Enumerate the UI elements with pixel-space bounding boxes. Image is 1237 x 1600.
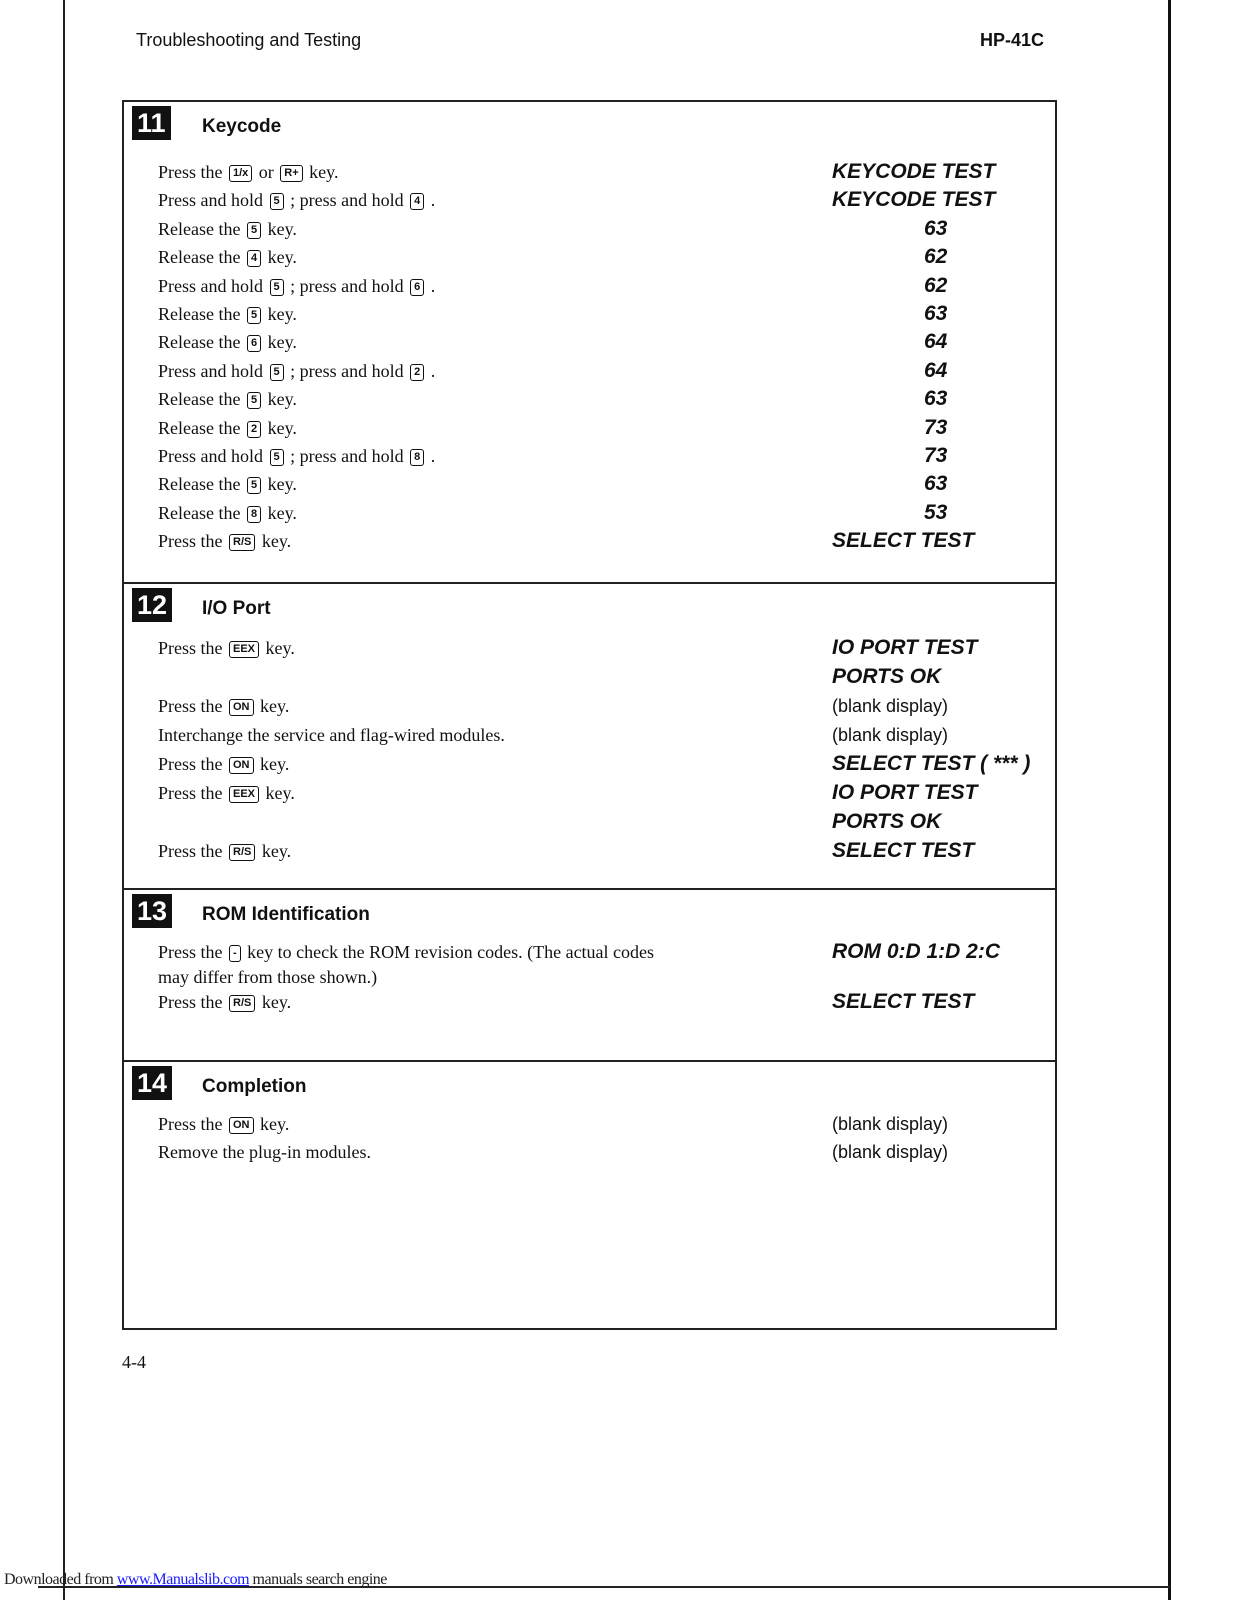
step-expected-display: 73 (924, 444, 948, 467)
procedure-step-row (124, 965, 1055, 993)
key-5-icon: 5 (270, 279, 284, 296)
section-number-badge: 11 (132, 106, 171, 140)
step-instruction: Press the R/S key. (158, 841, 292, 861)
step-instruction: Release the 6 key. (158, 332, 297, 353)
key-on-icon: ON (229, 699, 254, 716)
section-number-badge: 13 (132, 894, 172, 928)
procedure-step-row (124, 781, 1055, 809)
procedure-step-row (124, 416, 1055, 444)
test-procedure-frame (122, 100, 1057, 1330)
key-6-icon: 6 (410, 279, 424, 296)
step-instruction: Release the 5 key. (158, 474, 297, 495)
procedure-step-row (124, 694, 1055, 722)
step-instruction: Press the EEX key. (158, 783, 295, 803)
step-expected-display: 64 (924, 330, 948, 354)
key-r-s-icon: R/S (229, 844, 255, 861)
key-4-icon: 4 (247, 250, 261, 267)
right-margin-rule (1168, 0, 1171, 1600)
procedure-step-row (124, 990, 1055, 1018)
key-2-icon: 2 (410, 364, 424, 381)
key-6-icon: 6 (247, 335, 261, 352)
step-expected-display: (blank display) (832, 1114, 949, 1134)
step-instruction: Release the 5 key. (158, 304, 297, 324)
procedure-step-row (124, 274, 1055, 302)
step-expected-display: 73 (924, 415, 948, 439)
procedure-step-row (124, 472, 1055, 500)
step-instruction: Release the 5 key. (158, 218, 297, 239)
step-expected-display: (blank display) (832, 725, 949, 745)
footer-suffix: manuals search engine (249, 1571, 387, 1588)
step-instruction: Press the ON key. (158, 754, 290, 774)
manualslib-link[interactable]: www.Manualslib.com (116, 1571, 250, 1588)
step-instruction: Press and hold 5 ; press and hold 6 . (158, 275, 436, 296)
procedure-step-row (124, 723, 1055, 751)
step-expected-display: (blank display) (832, 696, 949, 716)
procedure-step-row (124, 501, 1055, 529)
step-instruction: Press the ON key. (158, 1114, 290, 1134)
key-5-icon: 5 (270, 364, 284, 381)
step-expected-display: 63 (924, 216, 948, 240)
step-expected-display: SELECT TEST (832, 529, 975, 553)
step-expected-display: ROM 0:D 1:D 2:C (832, 940, 1001, 963)
key-5-icon: 5 (247, 392, 261, 409)
procedure-step-row (124, 217, 1055, 245)
step-expected-display: SELECT TEST (832, 839, 975, 862)
key-5-icon: 5 (270, 193, 284, 210)
procedure-step-row (124, 940, 1055, 968)
section-number-badge: 12 (132, 588, 172, 622)
step-expected-display: SELECT TEST (832, 990, 975, 1013)
procedure-step-row (124, 636, 1055, 664)
step-expected-display: PORTS OK (832, 665, 942, 688)
key-2-icon: 2 (247, 421, 261, 438)
section-rom-identification (124, 888, 1055, 1060)
step-expected-display: 63 (924, 387, 948, 411)
running-header-model: HP-41C (980, 30, 1045, 50)
step-expected-display: 63 (924, 302, 948, 325)
section-title: Keycode (202, 116, 282, 137)
key-5-icon: 5 (270, 449, 284, 466)
key-eex-icon: EEX (229, 786, 259, 803)
key-5-icon: 5 (247, 307, 261, 324)
procedure-step-row (124, 752, 1055, 780)
step-instruction: Press the 1/x or R+ key. (158, 162, 339, 182)
footer-prefix: Downloaded from (4, 1571, 117, 1588)
step-instruction: Remove the plug-in modules. (158, 1142, 371, 1162)
procedure-step-row (124, 529, 1055, 557)
key-r-icon: R+ (280, 165, 302, 182)
step-expected-display: KEYCODE TEST (832, 160, 996, 183)
procedure-step-row (124, 810, 1055, 838)
step-expected-display: 53 (924, 500, 948, 524)
left-margin-rule (63, 0, 65, 1600)
section-io-port (124, 582, 1055, 888)
procedure-step-row (124, 330, 1055, 358)
section-title: I/O Port (202, 598, 271, 619)
key-on-icon: ON (229, 757, 254, 774)
section-number-badge: 14 (132, 1066, 172, 1100)
step-instruction: Press the R/S key. (158, 531, 292, 552)
step-expected-display: 62 (924, 245, 948, 269)
step-instruction: Press the R/S key. (158, 992, 292, 1012)
step-instruction: Press the - key to check the ROM revision codes. (The actual codes (158, 942, 655, 962)
key-r-s-icon: R/S (229, 995, 255, 1012)
section-keycode (124, 102, 1055, 582)
procedure-step-row (124, 1112, 1055, 1140)
step-instruction: Release the 5 key. (158, 389, 297, 410)
procedure-step-row (124, 245, 1055, 273)
key-r-s-icon: R/S (229, 534, 255, 551)
section-title: Completion (202, 1076, 307, 1097)
procedure-step-row (124, 359, 1055, 387)
procedure-step-row (124, 839, 1055, 867)
step-instruction: Release the 4 key. (158, 247, 297, 268)
key-8-icon: 8 (247, 506, 261, 523)
key-8-icon: 8 (410, 449, 424, 466)
step-instruction: Release the 2 key. (158, 417, 297, 438)
step-expected-display: IO PORT TEST (832, 781, 978, 804)
procedure-step-row (124, 665, 1055, 693)
step-expected-display: 62 (924, 273, 948, 297)
step-instruction: Press the EEX key. (158, 638, 295, 658)
key-5-icon: 5 (247, 222, 261, 239)
step-instruction: Press the ON key. (158, 696, 290, 716)
section-completion (124, 1060, 1055, 1328)
key-minus-icon: - (229, 945, 241, 962)
procedure-step-row (124, 1140, 1055, 1168)
step-expected-display: (blank display) (832, 1142, 949, 1162)
section-title: ROM Identification (202, 904, 370, 925)
key-4-icon: 4 (410, 193, 424, 210)
page-number: 4-4 (122, 1352, 146, 1372)
procedure-step-row (124, 302, 1055, 330)
step-instruction: Press and hold 5 ; press and hold 8 . (158, 446, 436, 466)
procedure-step-row (124, 387, 1055, 415)
step-instruction: Interchange the service and flag-wired modules. (158, 725, 505, 745)
procedure-step-row (124, 188, 1055, 216)
step-expected-display: 64 (924, 358, 948, 382)
step-expected-display: KEYCODE TEST (832, 188, 996, 212)
key-eex-icon: EEX (229, 641, 259, 658)
procedure-step-row (124, 444, 1055, 472)
key-5-icon: 5 (247, 477, 261, 494)
step-expected-display: SELECT TEST ( *** ) (832, 752, 1031, 775)
step-instruction: Press and hold 5 ; press and hold 2 . (158, 360, 436, 381)
download-footer (4, 1571, 387, 1589)
step-instruction: Release the 8 key. (158, 502, 297, 523)
step-expected-display: PORTS OK (832, 810, 942, 833)
step-instruction: Press and hold 5 ; press and hold 4 . (158, 190, 436, 211)
key-on-icon: ON (229, 1117, 254, 1134)
key-1-x-icon: 1/x (229, 165, 252, 182)
step-expected-display: 63 (924, 472, 948, 496)
procedure-step-row (124, 160, 1055, 188)
running-header-title: Troubleshooting and Testing (136, 30, 362, 50)
step-expected-display: IO PORT TEST (832, 636, 978, 659)
step-instruction: may differ from those shown.) (158, 967, 378, 987)
